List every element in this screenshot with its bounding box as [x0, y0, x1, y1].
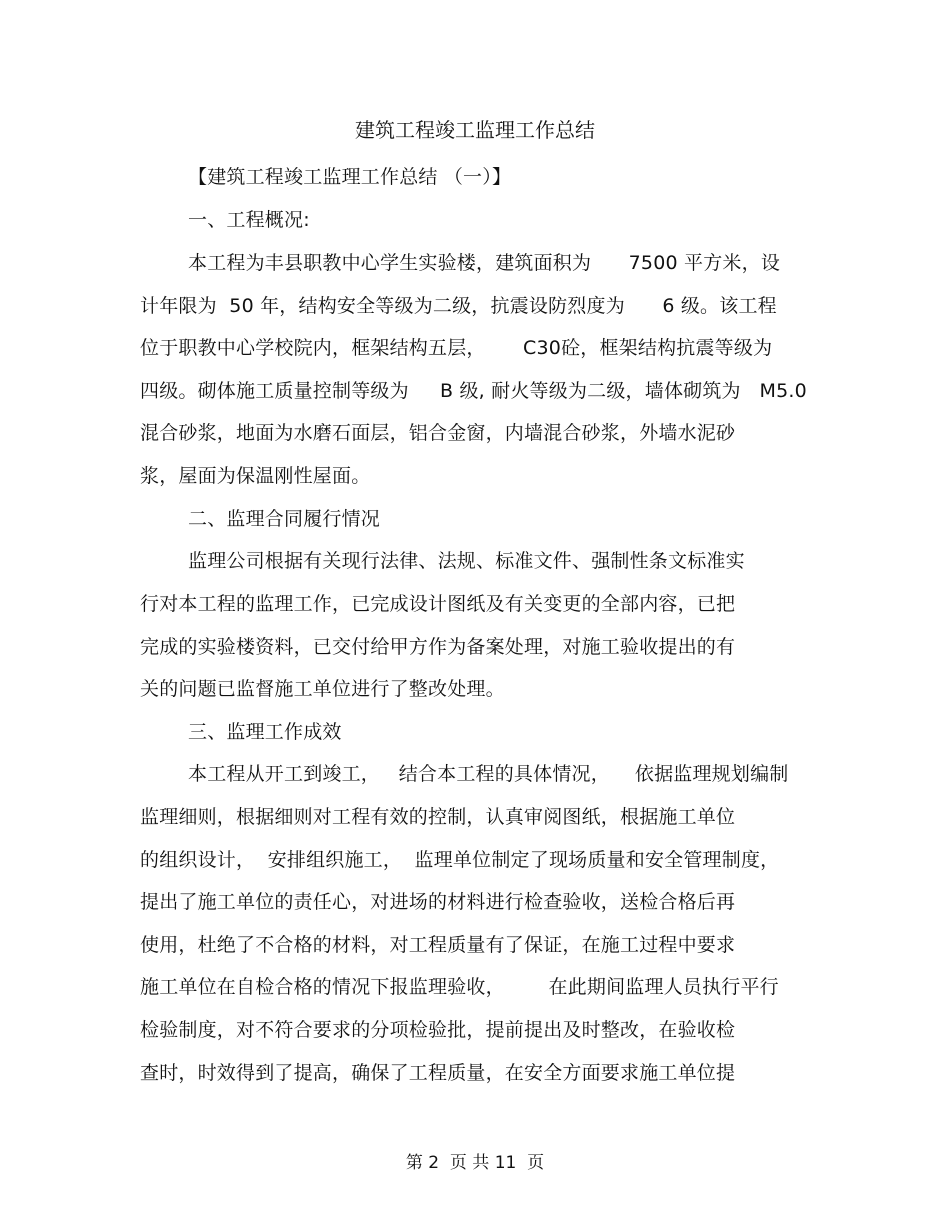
paragraph-line: 的组织设计， 安排组织施工， 监理单位制定了现场质量和安全管理制度， [140, 849, 780, 871]
document-subtitle: 【建筑工程竣工监理工作总结 （一）】 [188, 166, 512, 188]
section-heading-overview: 一、工程概况: [188, 209, 310, 231]
paragraph-line: 位于职教中心学校院内，框架结构五层， C30砼，框架结构抗震等级为 [140, 337, 773, 359]
paragraph-line: 使用，杜绝了不合格的材料，对工程质量有了保证，在施工过程中要求 [140, 934, 736, 956]
paragraph-line: 监理细则，根据细则对工程有效的控制，认真审阅图纸，根据施工单位 [140, 806, 736, 828]
section-heading-results: 三、监理工作成效 [188, 721, 342, 743]
paragraph-line: 关的问题已监督施工单位进行了整改处理。 [140, 678, 505, 700]
paragraph-line: 查时，时效得到了提高，确保了工程质量，在安全方面要求施工单位提 [140, 1062, 736, 1084]
paragraph-line: 行对本工程的监理工作，已完成设计图纸及有关变更的全部内容，已把 [140, 593, 736, 615]
paragraph-line: 检验制度，对不符合要求的分项检验批，提前提出及时整改，在验收检 [140, 1019, 736, 1041]
paragraph-line: 完成的实验楼资料，已交付给甲方作为备案处理，对施工验收提出的有 [140, 636, 736, 658]
paragraph-line: 提出了施工单位的责任心，对进场的材料进行检查验收，送检合格后再 [140, 891, 736, 913]
paragraph-line: 本工程从开工到竣工， 结合本工程的具体情况， 依据监理规划编制 [188, 763, 789, 785]
paragraph-line: 混合砂浆，地面为水磨石面层，铝合金窗，内墙混合砂浆，外墙水泥砂 [140, 422, 736, 444]
paragraph-line: 监理公司根据有关现行法律、法规、标准文件、强制性条文标准实 [188, 550, 745, 572]
section-heading-contract: 二、监理合同履行情况 [188, 508, 381, 530]
document-title: 建筑工程竣工监理工作总结 [355, 118, 595, 142]
paragraph-line: 施工单位在自检合格的情况下报监理验收， 在此期间监理人员执行平行 [140, 976, 779, 998]
paragraph-line: 浆，屋面为保温刚性屋面。 [140, 465, 371, 487]
paragraph-line: 本工程为丰县职教中心学生实验楼，建筑面积为 7500 平方米，设 [188, 252, 781, 274]
paragraph-line: 计年限为 50 年，结构安全等级为二级，抗震设防烈度为 6 级。该工程 [140, 295, 777, 317]
paragraph-line: 四级。砌体施工质量控制等级为 B 级, 耐火等级为二级，墙体砌筑为 M5.0 [140, 380, 807, 402]
page-number-footer: 第 2 页 共 11 页 [405, 1153, 545, 1173]
